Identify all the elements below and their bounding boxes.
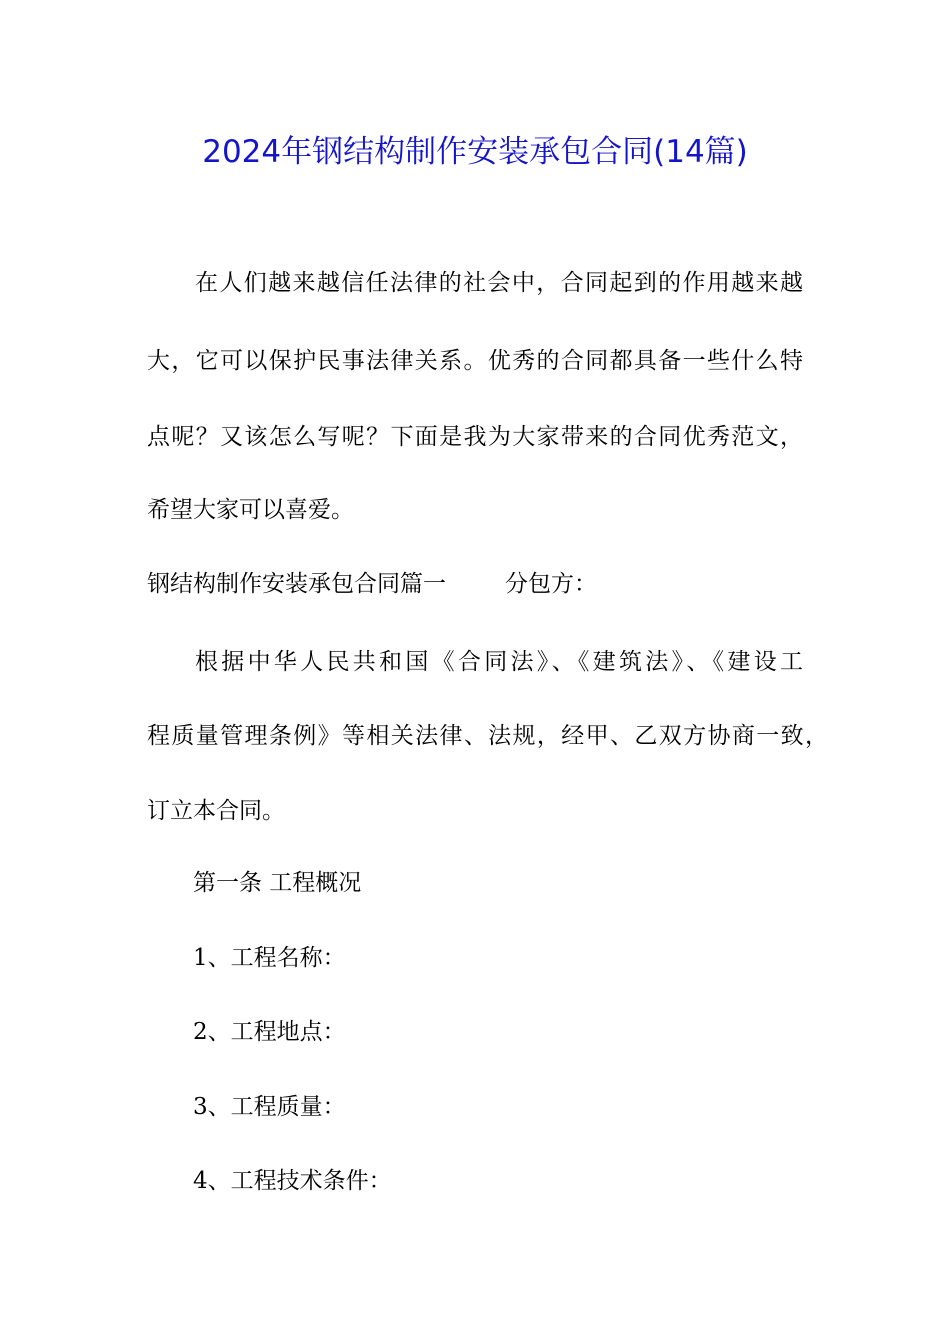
basis-line-1: 根据中华人民共和国《合同法》、《建筑法》、《建设工 [195, 649, 803, 675]
intro-line-4: 希望大家可以喜爱。 [147, 497, 354, 523]
subcontractor-label: 分包方： [505, 571, 597, 597]
intro-line-3: 点呢？又该怎么写呢？下面是我为大家带来的合同优秀范文， [147, 424, 803, 450]
list-item: 1、工程名称： [193, 945, 346, 971]
intro-line-2: 大，它可以保护民事法律关系。优秀的合同都具备一些什么特 [147, 348, 803, 374]
document-title: 2024年钢结构制作安装承包合同(14篇) [202, 134, 748, 170]
list-item: 4、工程技术条件： [193, 1168, 392, 1194]
basis-line-3: 订立本合同。 [147, 798, 285, 824]
article-heading: 第一条 工程概况 [193, 870, 362, 896]
basis-line-2: 程质量管理条例》等相关法律、法规，经甲、乙双方协商一致， [147, 723, 828, 749]
intro-line-1: 在人们越来越信任法律的社会中，合同起到的作用越来越 [195, 270, 803, 296]
list-item: 2、工程地点： [193, 1019, 346, 1045]
section-heading: 钢结构制作安装承包合同篇一 [147, 571, 446, 597]
list-item: 3、工程质量： [193, 1094, 346, 1120]
